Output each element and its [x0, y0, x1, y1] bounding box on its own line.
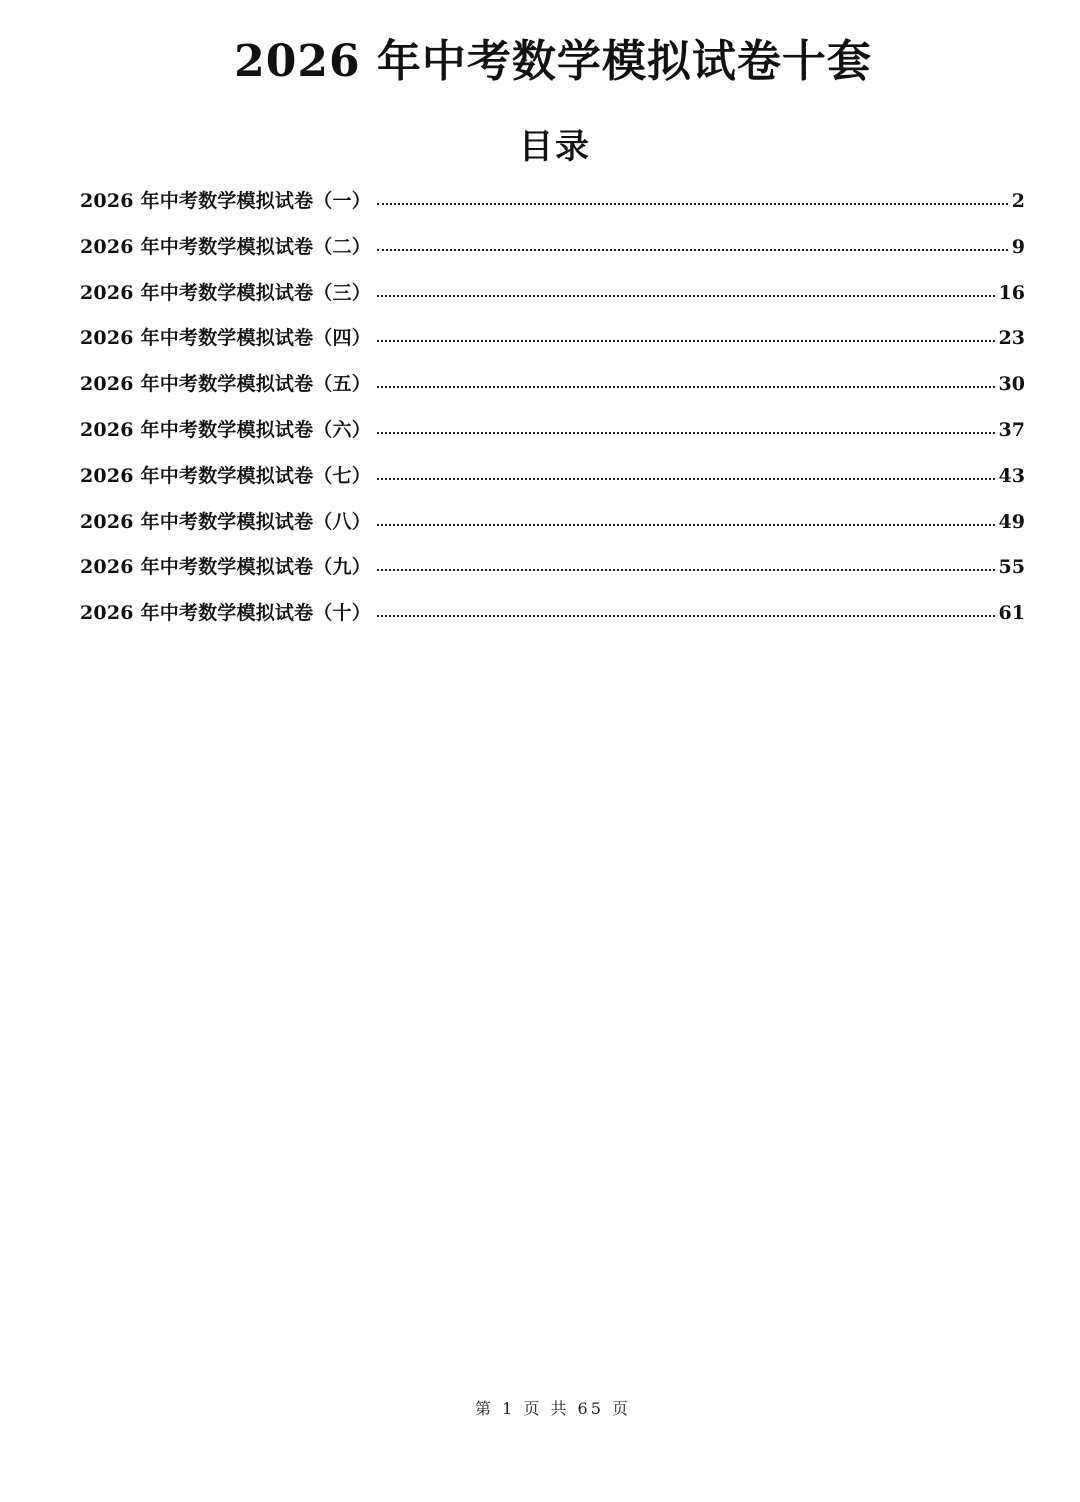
toc-dot-leader: [377, 201, 1008, 205]
toc-entry-title: 2026 年中考数学模拟试卷（四）: [80, 327, 371, 350]
toc-entry-page-number: 49: [998, 510, 1025, 533]
toc-entry-title: 2026 年中考数学模拟试卷（七）: [80, 464, 371, 487]
document-title: 2026 年中考数学模拟试卷十套: [234, 36, 872, 87]
toc-dot-leader: [377, 567, 995, 571]
toc-entry[interactable]: [80, 366, 1025, 412]
toc-entry-page-number: 2: [1011, 190, 1025, 212]
toc-heading: 目录: [519, 127, 591, 167]
toc-entry-page-number: 9: [1011, 235, 1025, 258]
toc-entry[interactable]: [80, 229, 1025, 275]
toc-entry[interactable]: [80, 595, 1025, 641]
toc-dot-leader: [377, 430, 995, 434]
toc-entry-page-number: 61: [998, 602, 1025, 625]
toc-entry-title: 2026 年中考数学模拟试卷（二）: [80, 235, 371, 258]
toc-entry[interactable]: [80, 504, 1025, 550]
toc-entry-title: 2026 年中考数学模拟试卷（五）: [80, 373, 371, 396]
page-footer: 第 1 页 共 65 页: [475, 1399, 631, 1418]
toc-entry-page-number: 23: [998, 327, 1025, 350]
toc-entry[interactable]: [80, 412, 1025, 458]
toc-dot-leader: [377, 522, 995, 526]
toc-entry-page-number: 43: [998, 464, 1025, 487]
toc-entry-title: 2026 年中考数学模拟试卷（八）: [80, 510, 371, 533]
toc-entry-page-number: 37: [998, 418, 1025, 441]
toc-entry-title: 2026 年中考数学模拟试卷（一）: [80, 190, 371, 212]
toc-entry[interactable]: [80, 549, 1025, 595]
toc-entry-page-number: 16: [998, 281, 1025, 304]
toc-dot-leader: [377, 338, 995, 342]
toc-entry-title: 2026 年中考数学模拟试卷（三）: [80, 281, 371, 304]
toc-dot-leader: [377, 247, 1008, 251]
toc-entry-page-number: 30: [998, 373, 1025, 396]
toc-entry-page-number: 55: [998, 556, 1025, 579]
toc-entry-title: 2026 年中考数学模拟试卷（九）: [80, 556, 371, 579]
toc-entry[interactable]: [80, 183, 1025, 229]
toc-dot-leader: [377, 613, 995, 617]
toc-dot-leader: [377, 384, 995, 388]
toc-entry-title: 2026 年中考数学模拟试卷（六）: [80, 418, 371, 441]
toc-dot-leader: [377, 476, 995, 480]
toc-entry[interactable]: [80, 458, 1025, 504]
toc-dot-leader: [377, 293, 995, 297]
toc-entry[interactable]: [80, 320, 1025, 366]
table-of-contents: [80, 183, 1025, 641]
toc-entry-title: 2026 年中考数学模拟试卷（十）: [80, 602, 371, 625]
toc-entry[interactable]: [80, 275, 1025, 321]
